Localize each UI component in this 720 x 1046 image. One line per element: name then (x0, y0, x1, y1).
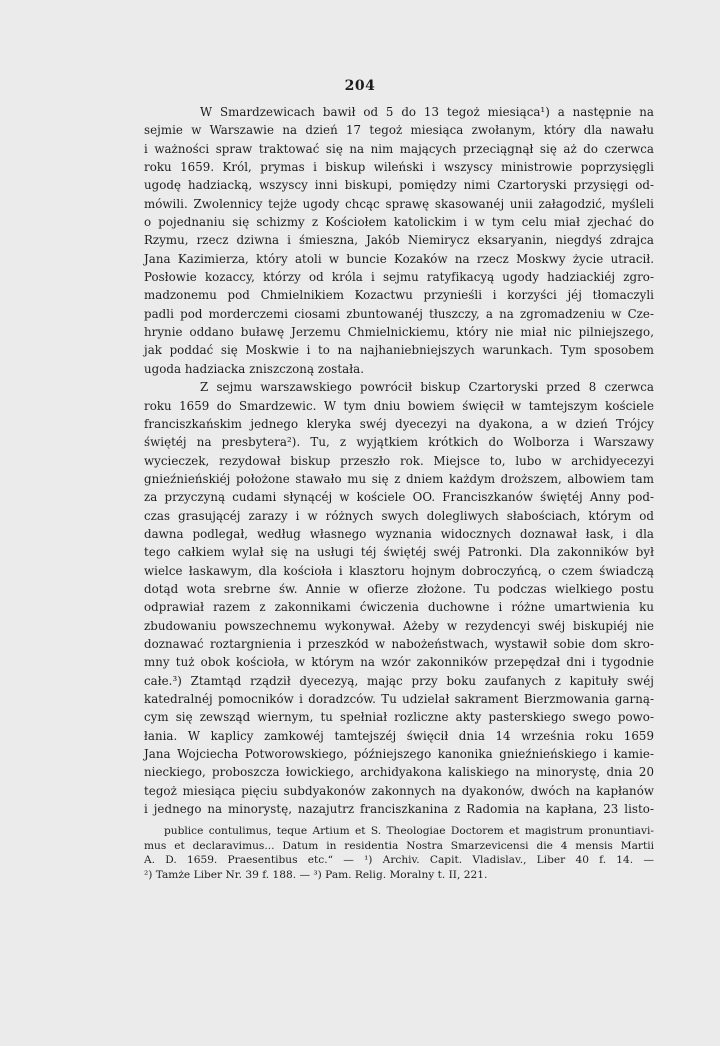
footnote-line: A. D. 1659. Praesentibus etc.“ — ¹) Archiv. Capit. Vladislav., Liber 40 f. 14. — (144, 854, 654, 867)
text-line: Posłowie kozaccy, którzy od króla i sejmu ratyfikacyą ugody hadziackiéj zgro- (144, 270, 654, 285)
text-line: Z sejmu warszawskiego powrócił biskup Czartoryski przed 8 czerwca (200, 380, 654, 395)
text-line: sejmie w Warszawie na dzień 17 tegoż miesiąca zwołanym, który dla nawału (144, 123, 654, 138)
text-line: odprawiał razem z zakonnikami ćwiczenia duchowne i różne umartwienia ku (144, 600, 654, 615)
text-line: i ważności spraw traktować się na nim mających przeciągnął się aż do czerwca (144, 141, 654, 156)
text-line: cym się zewsząd wiernym, tu spełniał rozliczne akty pasterskiego swego powo- (144, 710, 654, 725)
text-line: zbudowaniu powszechnemu wykonywał. Ażeby w rezydencyi swéj biskupiéj nie (144, 618, 654, 633)
text-line: jak poddać się Moskwie i to na najhaniebniejszych warunkach. Tym sposobem (144, 343, 654, 358)
footnote-line: publice contulimus, teque Artium et S. Theologiae Doctorem et magistrum pronuntiavi- (164, 825, 654, 837)
text-line: hrynie oddano buławę Jerzemu Chmielnickiemu, który nie miał nic pilniejszego, (144, 325, 654, 340)
text-line: roku 1659 do Smardzewic. W tym dniu bowiem święcił w tamtejszym kościele (144, 398, 654, 413)
text-line: całe.³) Ztamtąd rządził dyecezyą, mając przy boku zaufanych z kapituły swéj (144, 673, 654, 688)
footnote-line: mus et declaravimus... Datum in residentia Nostra Smarzevicensi die 4 mensis Martii (144, 839, 654, 852)
text-line: roku 1659. Król, prymas i biskup wileński i wszyscy ministrowie poprzysięgli (144, 160, 654, 175)
text-line: Jana Wojciecha Potworowskiego, późniejszego kanonika gnieźnieńskiego i kamie- (144, 747, 654, 762)
footnotes (144, 824, 654, 882)
text-line: W Smardzewicach bawił od 5 do 13 tegoż miesiąca¹) a następnie na (200, 105, 654, 119)
text-line: za przyczyną cudami słynącéj w kościele OO. Franciszkanów świętéj Anny pod- (144, 490, 654, 505)
text-line: franciszkańskim jednego kleryka swéj dyecezyi na dyakona, a w dzień Trójcy (144, 416, 654, 431)
text-line: wycieczek, rezydował biskup przeszło rok. Miejsce to, lubo w archidyecezyi (144, 453, 654, 468)
footnote-line: ²) Tamże Liber Nr. 39 f. 188. — ³) Pam. Relig. Moralny t. II, 221. (144, 868, 488, 881)
page-number: 204 (344, 78, 376, 94)
text-line: tegoż miesiąca pięciu subdyakonów zakonnych na dyakonów, dwóch na kapłanów (144, 783, 654, 798)
text-line: doznawać roztargnienia i przeszkód w nabożeństwach, wystawił sobie dom skro- (144, 636, 654, 651)
text-line: łania. W kaplicy zamkowéj tamtejszéj święcił dnia 14 września roku 1659 (144, 728, 654, 743)
text-line: świętéj na presbytera²). Tu, z wyjątkiem krótkich do Wolborza i Warszawy (144, 435, 654, 450)
text-line: wielce łaskawym, dla kościoła i klasztoru hojnym dobroczyńcą, o czem świadczą (144, 563, 654, 578)
text-line: Rzymu, rzecz dziwna i śmieszna, Jakób Niemirycz eksaryanin, niegdyś zdrajca (144, 233, 654, 248)
text-line: dotąd wota srebrne św. Annie w ofierze złożone. Tu podczas wielkiego postu (144, 581, 654, 596)
text-line: i jednego na minorystę, nazajutrz franciszkanina z Radomia na kapłana, 23 listo- (144, 802, 654, 817)
main-text (144, 103, 654, 818)
text-line: ugodę hadziacką, wszyscy inni biskupi, pomiędzy nimi Czartoryski przysięgi od- (144, 178, 654, 193)
text-line: gnieźnieńskiéj położone stawało mu się z dniem każdym droższem, albowiem tam (144, 471, 654, 486)
text-line: tego całkiem wylał się na usługi téj świętéj swéj Patronki. Dla zakonników był (144, 545, 654, 560)
text-line: padli pod morderczemi ciosami zbuntowanéj tłuszczy, a na zgromadzeniu w Cze- (144, 306, 654, 321)
text-line: dawna podlegał, według własnego wyznania widocznych doznawał łask, i dla (144, 526, 654, 541)
text-line: mówili. Zwolennicy tejże ugody chcąc sprawę skasowanéj unii załagodzić, myśleli (144, 196, 654, 211)
text-line: ugoda hadziacka zniszczoną została. (144, 361, 364, 376)
text-line: nieckiego, proboszcza łowickiego, archidyakona kaliskiego na minorystę, dnia 20 (144, 765, 654, 780)
text-line: Jana Kazimierza, który atoli w buncie Kozaków na rzecz Moskwy życie utracił. (144, 251, 654, 266)
text-line: o pojednaniu się schizmy z Kościołem katolickim i w tym celu miał zjechać do (144, 215, 654, 230)
text-line: czas grasującéj zarazy i w różnych swych dolegliwych słabościach, którym od (144, 508, 654, 523)
text-line: madzonemu pod Chmielnikiem Kozactwu przynieśli i korzyści jéj tłomaczyli (144, 288, 654, 303)
text-line: katedralnéj pomocników i doradzców. Tu udzielał sakrament Bierzmowania garną- (144, 692, 654, 706)
text-line: mny tuż obok kościoła, w którym na wzór zakonników przepędzał dni i tygodnie (144, 655, 654, 670)
